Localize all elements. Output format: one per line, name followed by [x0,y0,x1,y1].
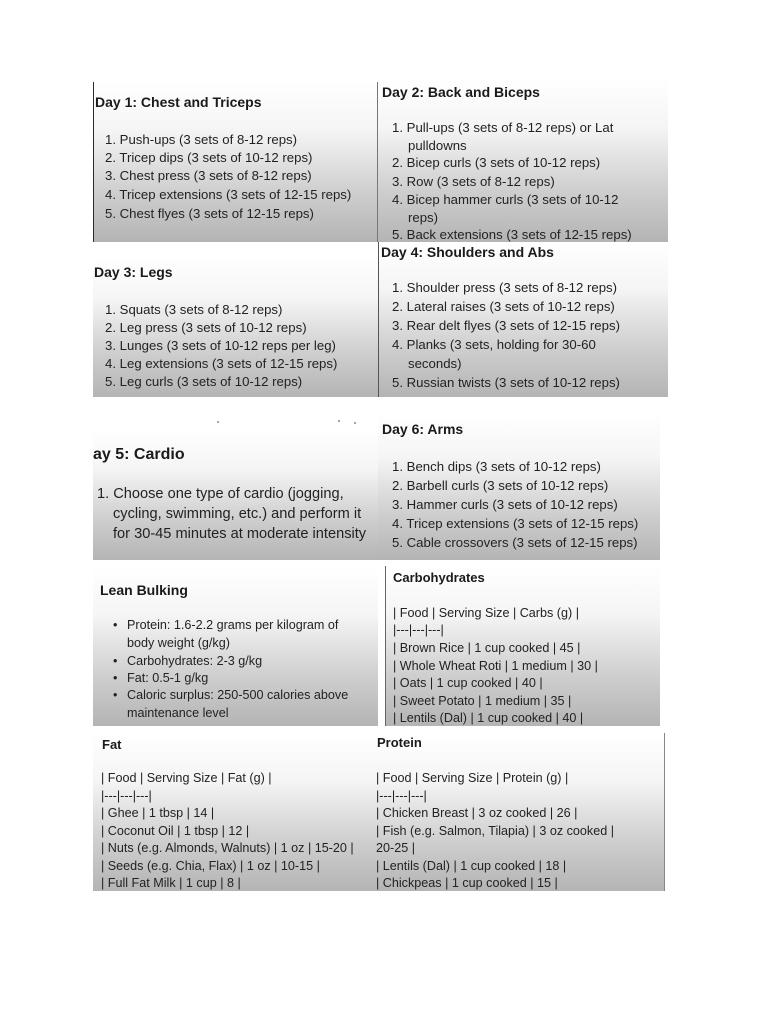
day4-left-border [378,242,379,397]
protein-panel [371,733,665,891]
day3-panel [93,257,378,397]
day1-panel [93,82,377,242]
day6-item-3: 3. Hammer curls (3 sets of 10-12 reps) [392,497,618,512]
carbs-header-row: | Food | Serving Size | Carbs (g) | [393,606,579,620]
protein-row-chickpeas: | Chickpeas | 1 cup cooked | 15 | [376,876,558,890]
protein-header-row: | Food | Serving Size | Protein (g) | [376,771,569,785]
day5-item-1: 1. Choose one type of cardio (jogging, [97,486,344,502]
day3-item-5: 5. Leg curls (3 sets of 10-12 reps) [105,374,303,389]
carbs-row-roti: | Whole Wheat Roti | 1 medium | 30 | [393,659,598,673]
lean-bulking-item-carbs: • Carbohydrates: 2-3 g/kg [113,654,263,668]
fat-panel [93,733,371,891]
day5-item-1-cont2: for 30-45 minutes at moderate intensity [113,526,367,542]
carbs-row-brown-rice: | Brown Rice | 1 cup cooked | 45 | [393,641,581,655]
day1-item-5: 5. Chest flyes (3 sets of 12-15 reps) [105,206,314,221]
day2-item-4-cont: reps) [408,210,439,225]
day6-item-1: 1. Bench dips (3 sets of 10-12 reps) [392,459,601,474]
day1-item-3: 3. Chest press (3 sets of 8-12 reps) [105,168,312,183]
scan-speck [354,422,356,424]
day2-left-border [377,82,378,242]
fat-row-nuts: | Nuts (e.g. Almonds, Walnuts) | 1 oz | 15-20 | [101,841,354,855]
bullet-icon: • [113,688,118,702]
day1-item-1: 1. Push-ups (3 sets of 8-12 reps) [105,132,298,147]
carbs-row-lentils: | Lentils (Dal) | 1 cup cooked | 40 | [393,711,584,725]
day4-item-4: 4. Planks (3 sets, holding for 30-60 [392,337,596,352]
day4-item-2: 2. Lateral raises (3 sets of 10-12 reps) [392,299,615,314]
protein-row-chicken: | Chicken Breast | 3 oz cooked | 26 | [376,806,578,820]
fat-row-seeds: | Seeds (e.g. Chia, Flax) | 1 oz | 10-15 | [101,859,320,873]
day3-item-4: 4. Leg extensions (3 sets of 12-15 reps) [105,356,338,371]
carbs-row-oats: | Oats | 1 cup cooked | 40 | [393,676,543,690]
day1-item-4: 4. Tricep extensions (3 sets of 12-15 reps) [105,187,352,202]
day4-item-3: 3. Rear delt flyes (3 sets of 12-15 reps) [392,318,620,333]
day5-panel [93,430,378,560]
lean-bulking-item-protein-cont: body weight (g/kg) [127,636,230,650]
day6-title: Day 6: Arms [382,421,464,437]
day4-item-5: 5. Russian twists (3 sets of 10-12 reps) [392,375,620,390]
day2-item-5: 5. Back extensions (3 sets of 12-15 reps) [392,227,632,242]
carbohydrates-title: Carbohydrates [393,570,485,585]
lean-bulking-title: Lean Bulking [100,582,188,598]
day2-item-3: 3. Row (3 sets of 8-12 reps) [392,174,555,189]
protein-row-fish: | Fish (e.g. Salmon, Tilapia) | 3 oz cooked | [376,824,615,838]
day6-item-2: 2. Barbell curls (3 sets of 10-12 reps) [392,478,609,493]
protein-row-lentils: | Lentils (Dal) | 1 cup cooked | 18 | [376,859,567,873]
day3-item-2: 2. Leg press (3 sets of 10-12 reps) [105,320,307,335]
protein-separator-row: |---|---|---| [376,789,427,803]
carbohydrates-left-border [385,566,386,726]
fat-row-milk: | Full Fat Milk | 1 cup | 8 | [101,876,241,890]
day3-item-1: 1. Squats (3 sets of 8-12 reps) [105,302,283,317]
bullet-icon: • [113,671,118,685]
scan-speck [338,420,340,422]
day1-title: Day 1: Chest and Triceps [95,94,262,110]
bullet-icon: • [113,654,118,668]
lean-bulking-panel [93,568,378,726]
day1-item-2: 2. Tricep dips (3 sets of 10-12 reps) [105,150,313,165]
lean-bulking-item-protein: • Protein: 1.6-2.2 grams per kilogram of [113,618,339,632]
carbs-separator-row: |---|---|---| [393,623,444,637]
lean-bulking-item-surplus-cont: maintenance level [127,706,229,720]
day2-panel [378,78,668,242]
day2-title: Day 2: Back and Biceps [382,84,540,100]
scan-speck [217,421,219,423]
lean-bulking-item-fat: • Fat: 0.5-1 g/kg [113,671,209,685]
day2-item-2: 2. Bicep curls (3 sets of 10-12 reps) [392,155,601,170]
day6-item-4: 4. Tricep extensions (3 sets of 12-15 reps) [392,516,639,531]
day3-title: Day 3: Legs [94,264,173,280]
bullet-icon: • [113,618,118,632]
day6-item-5: 5. Cable crossovers (3 sets of 12-15 reps) [392,535,638,550]
lean-bulking-item-surplus: • Caloric surplus: 250-500 calories above [113,688,349,702]
day6-panel [378,414,660,560]
fat-row-ghee: | Ghee | 1 tbsp | 14 | [101,806,215,820]
protein-title: Protein [377,735,422,750]
day5-item-1-cont: cycling, swimming, etc.) and perform it [113,506,362,522]
fat-row-coconut-oil: | Coconut Oil | 1 tbsp | 12 | [101,824,250,838]
day5-title: ay 5: Cardio [93,446,185,463]
day4-title: Day 4: Shoulders and Abs [381,244,554,260]
fat-title: Fat [102,737,122,752]
day2-item-1-cont: pulldowns [408,138,467,153]
carbohydrates-panel [385,566,660,726]
day4-item-4-cont: seconds) [408,356,462,371]
day4-panel [378,242,668,397]
day1-left-border [93,82,94,242]
day2-item-1: 1. Pull-ups (3 sets of 8-12 reps) or Lat [392,120,614,135]
fat-separator-row: |---|---|---| [101,789,152,803]
day3-item-3: 3. Lunges (3 sets of 10-12 reps per leg) [105,338,336,353]
day2-item-4: 4. Bicep hammer curls (3 sets of 10-12 [392,192,619,207]
fat-header-row: | Food | Serving Size | Fat (g) | [101,771,272,785]
protein-right-border [664,733,665,891]
carbs-row-sweet-potato: | Sweet Potato | 1 medium | 35 | [393,694,572,708]
protein-row-fish-cont: 20-25 | [376,841,415,855]
day4-item-1: 1. Shoulder press (3 sets of 8-12 reps) [392,280,618,295]
